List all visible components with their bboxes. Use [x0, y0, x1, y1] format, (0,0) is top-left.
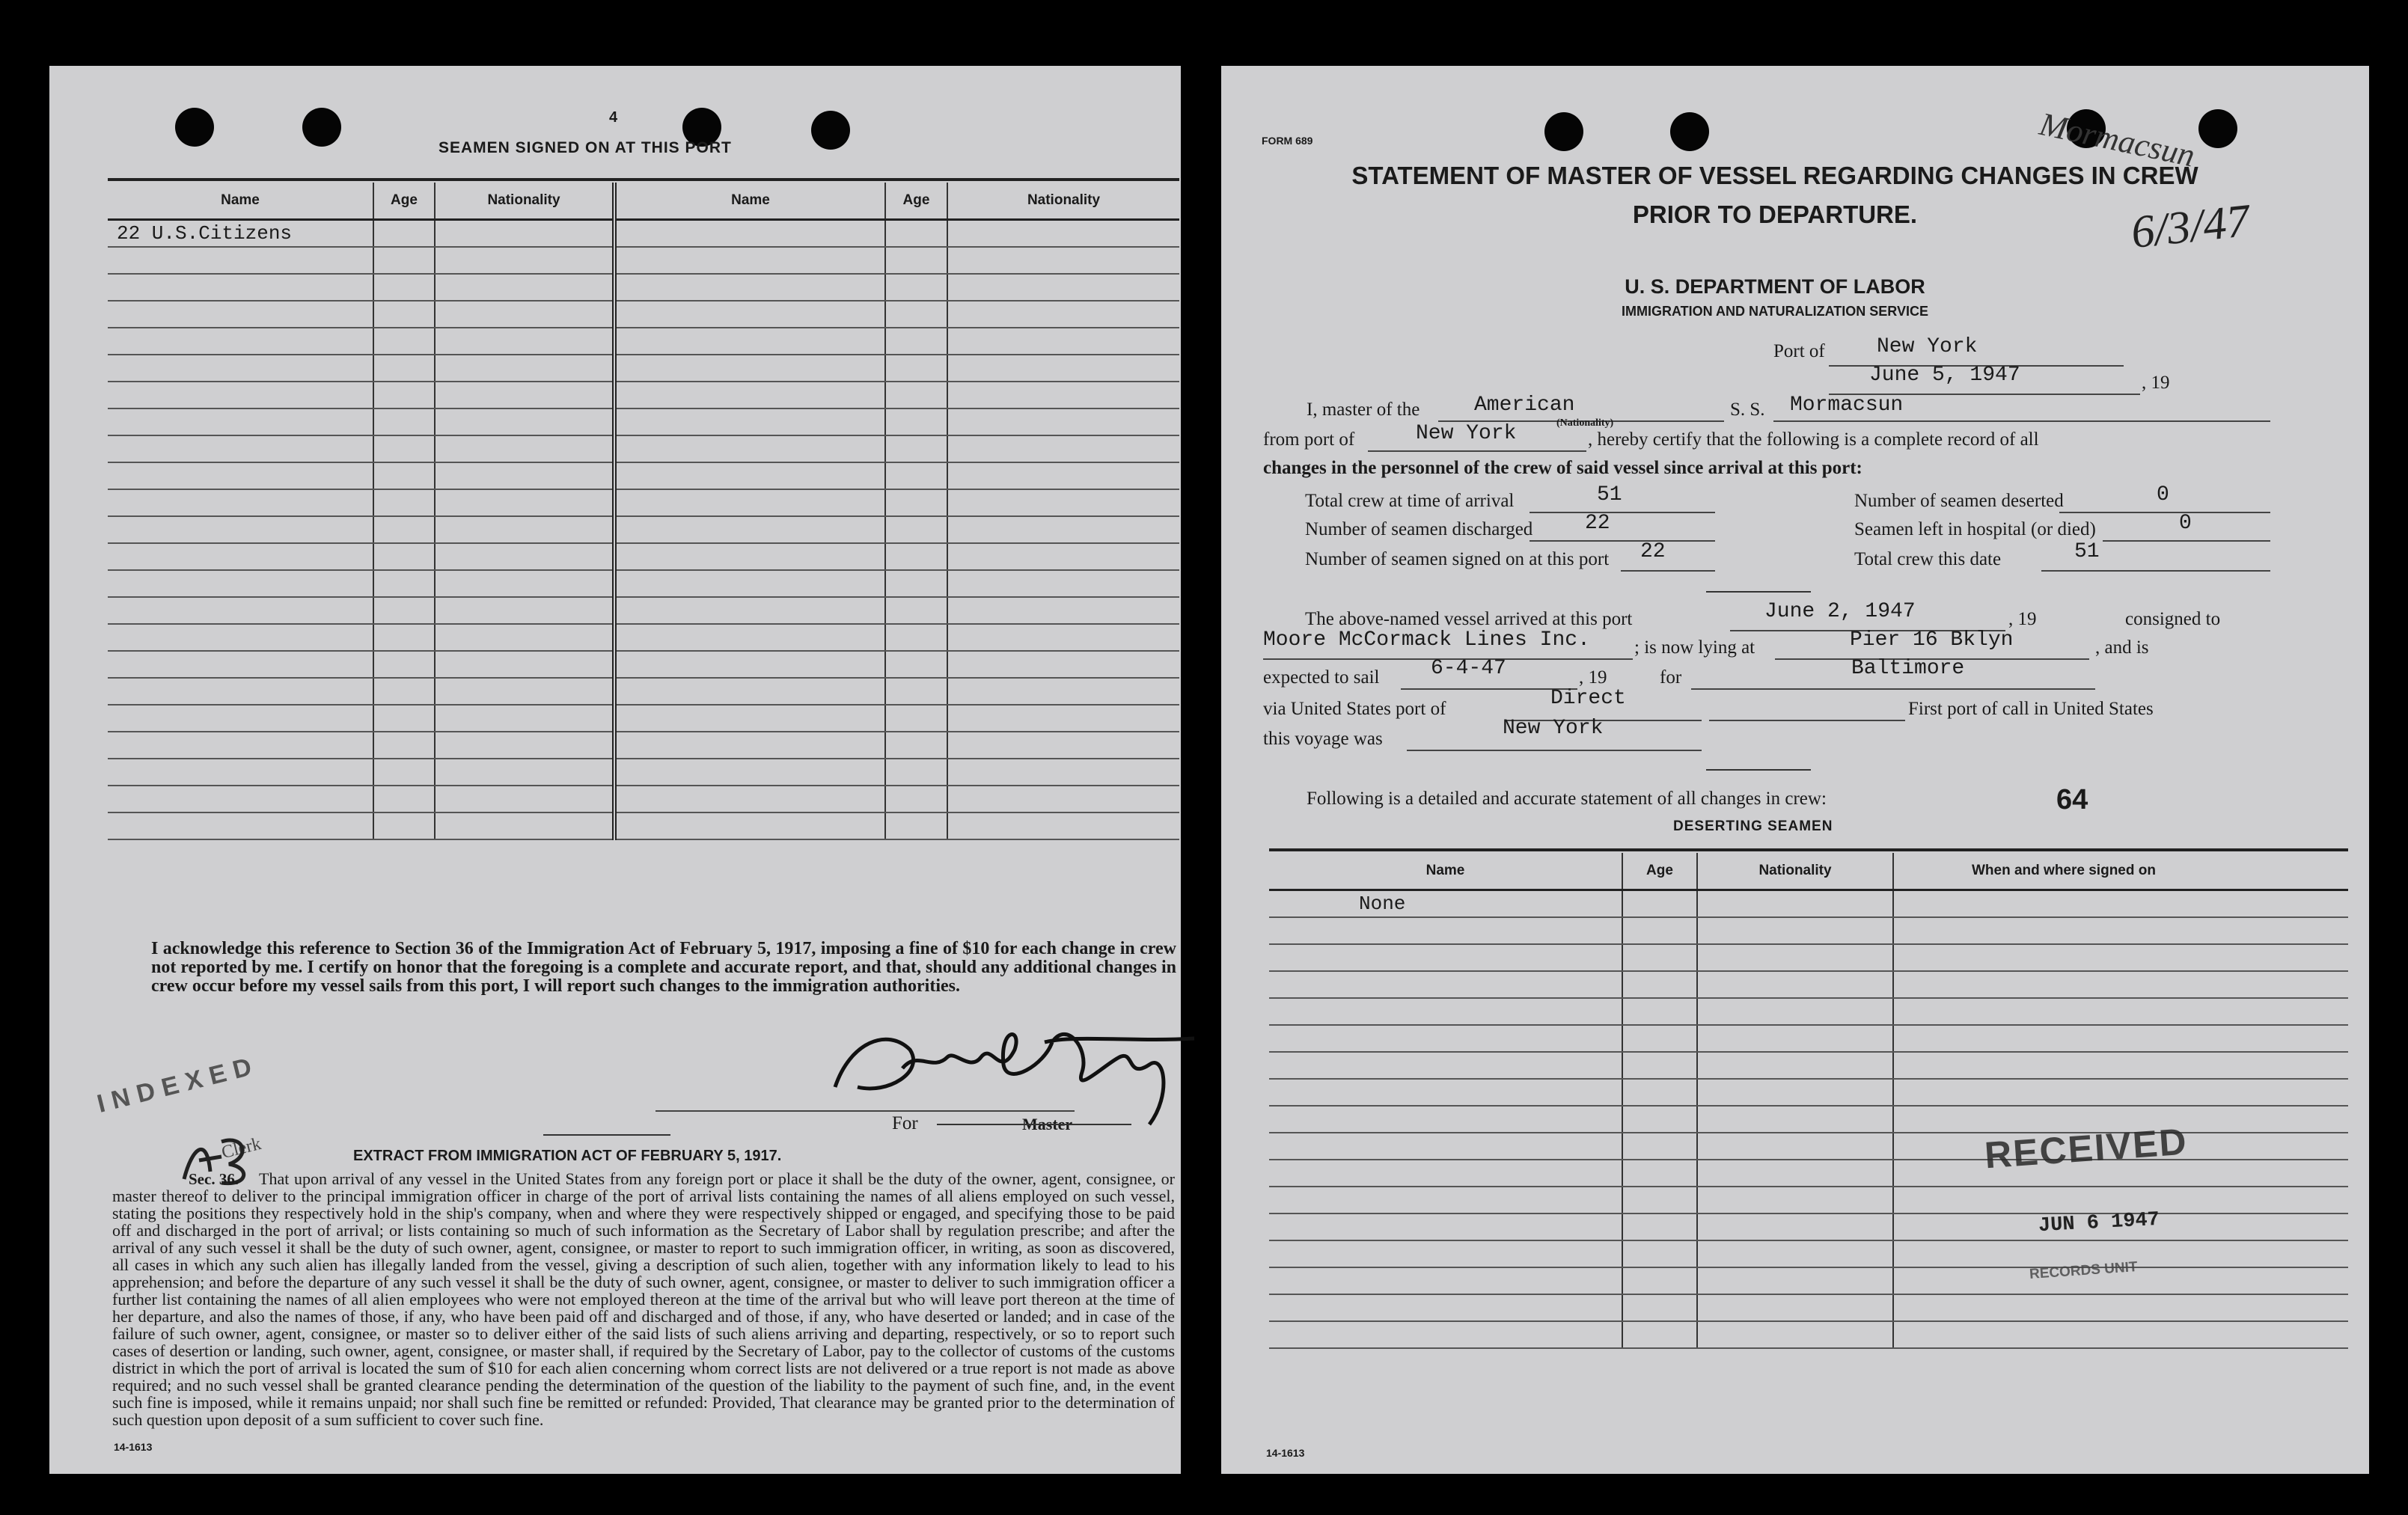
- sail-value: 6-4-47: [1431, 657, 1506, 680]
- table-row: [108, 355, 1179, 382]
- punch-hole: [175, 108, 214, 147]
- total-crew-arrival-label: Total crew at time of arrival: [1305, 491, 1515, 511]
- total-crew-date-value: 51: [2074, 540, 2100, 563]
- consigned-label: consigned to: [2125, 609, 2221, 629]
- table-row: [108, 462, 1179, 489]
- section-rule: [1706, 591, 1811, 593]
- col-header-name: Name: [108, 183, 373, 220]
- handwritten-ship-name: Mormacsun: [2036, 105, 2198, 174]
- table-row: [1269, 1267, 2348, 1294]
- signature-for-label: For: [892, 1113, 918, 1133]
- nationality-value: American: [1474, 394, 1575, 417]
- total-crew-arrival-value: 51: [1597, 483, 1622, 506]
- table-row: [1269, 944, 2348, 971]
- discharged-value: 22: [1585, 512, 1610, 535]
- section-rule: [1706, 769, 1811, 771]
- table-row: [108, 570, 1179, 597]
- table-header-row: [1269, 853, 2348, 890]
- signed-on-line: [1621, 555, 1715, 572]
- signed-on-value: 22: [1640, 540, 1666, 563]
- total-crew-arrival-line: [1530, 497, 1715, 513]
- punch-hole: [1670, 112, 1709, 151]
- deserting-title: DESERTING SEAMEN: [1673, 818, 1833, 834]
- seamen-signed-title: SEAMEN SIGNED ON AT THIS PORT: [438, 139, 732, 156]
- col-header-nationality: Nationality: [435, 183, 614, 220]
- lying-value: Pier 16 Bklyn: [1850, 628, 2014, 652]
- records-unit-stamp: RECORDS UNIT: [2029, 1258, 2139, 1283]
- date-year-suffix: , 19: [2142, 373, 2170, 393]
- hospital-label: Seamen left in hospital (or died): [1854, 519, 2096, 539]
- sail-label: expected to sail: [1263, 667, 1380, 688]
- entry-name: None: [1269, 890, 1622, 918]
- arrived-label: The above-named vessel arrived at this port: [1305, 609, 1633, 629]
- table-row: [1269, 890, 2348, 918]
- port-of-value: New York: [1877, 335, 1978, 358]
- destination-value: Baltimore: [1851, 657, 1965, 680]
- table-row: [108, 651, 1179, 678]
- right-page: [1221, 66, 2369, 1474]
- certify-text-2: changes in the personnel of the crew of said vessel since arrival at this port:: [1263, 458, 1862, 478]
- table-body: [108, 220, 1179, 840]
- discharged-label: Number of seamen discharged: [1305, 519, 1533, 539]
- table-row: [1269, 1079, 2348, 1106]
- service-name: IMMIGRATION AND NATURALIZATION SERVICE: [1622, 304, 1928, 319]
- col-header-signed-on: When and where signed on: [1893, 853, 2348, 890]
- punch-hole: [1544, 112, 1583, 151]
- deserting-seamen-table: [1269, 853, 2348, 1349]
- deserted-value: 0: [2157, 483, 2169, 506]
- form-number: FORM 689: [1262, 135, 1313, 147]
- extract-title: EXTRACT FROM IMMIGRATION ACT OF FEBRUARY 5, 1917.: [353, 1148, 782, 1164]
- signed-on-label: Number of seamen signed on at this port: [1305, 549, 1610, 569]
- signature-master-label: Master: [1022, 1115, 1073, 1133]
- master-signature: [820, 997, 1239, 1132]
- master-of-label: I, master of the: [1307, 400, 1420, 420]
- col-header-nationality: Nationality: [1697, 853, 1893, 890]
- table-row: [1269, 1025, 2348, 1052]
- certify-text: , hereby certify that the following is a complete record of all: [1588, 429, 2039, 450]
- table-row: [1269, 1160, 2348, 1187]
- extract-text: That upon arrival of any vessel in the United States from any foreign port or place it shall be the duty of the owner, agent, consignee, or master thereof to deliver to the principal immigration officer in charge of the port of arrival lists containing the names of all aliens employed on such vessel, stating the positions they respectively hold in the ship's company, when and where they were respectively shipped or engaged, and specifying those to be paid off and discharged in the port of arrival; or lists containing so much of such information as the Secretary of Labor shall by regulation prescribe; and after the arrival of any such vessel it shall be the duty of such owner, agent, consignee, or master to report to such immigration officer, in writing, as soon as discovered, all cases in which any such alien has illegally landed from the vessel, giving a description of such alien, together with any information likely to lead to his apprehension; and before the departure of any such vessel it shall be the duty of such owner, agent, consignee, or master to deliver to such immigration officer a further list containing the names of all alien employees who were not employed thereon at the time of the arrival but who will leave port thereon at the time of her departure, and also the names of those, if any, who have been paid off and discharged and of those, if any, who have deserted or landed; and in case of the failure of such owner, agent, consignee, or master so to deliver either of the said lists of such aliens arriving and departing, respectively, or so to report such cases of desertion or landing, such owner, agent, consignee, or master shall, if required by the Secretary of Labor, pay to the collector of customs of the customs district in which the port of arrival is located the sum of $10 for each alien concerning whom correct lists are not delivered or a true report is not made as above required; and no such vessel shall be granted clearance pending the determination of the question of the liability to the payment of such fine, and, in the event such fine is imposed, while it remains unpaid; nor shall such fine be remitted or refunded: Provided, That clearance may be granted prior to the determination of such question upon deposit of a sum sufficient to cover such fine.: [112, 1169, 1175, 1429]
- left-page: [49, 66, 1181, 1474]
- port-of-label: Port of: [1773, 341, 1825, 361]
- received-stamp: RECEIVED: [1983, 1120, 2189, 1177]
- via-value: Direct: [1550, 687, 1626, 710]
- punch-hole: [302, 108, 341, 147]
- table-row: [1269, 917, 2348, 944]
- handwritten-number: 64: [2056, 784, 2088, 815]
- consignee-value: Moore McCormack Lines Inc.: [1263, 628, 1590, 652]
- extract-rule: [543, 1134, 670, 1136]
- table-row: [1269, 1240, 2348, 1267]
- sail-year-suffix: , 19: [1579, 667, 1607, 688]
- col-header-name: Name: [1269, 853, 1622, 890]
- table-row: [108, 678, 1179, 705]
- table-row: [108, 328, 1179, 355]
- deserted-label: Number of seamen deserted: [1854, 491, 2064, 511]
- signature-line: [656, 1110, 1075, 1112]
- table-row: [1269, 1321, 2348, 1348]
- punch-hole: [811, 111, 850, 150]
- ss-label: S. S.: [1730, 400, 1765, 420]
- voyage-label: this voyage was: [1263, 729, 1383, 749]
- following-text: Following is a detailed and accurate statement of all changes in crew:: [1307, 789, 1827, 809]
- table-row: [1269, 1213, 2348, 1240]
- extract-section: Sec. 36.: [189, 1170, 239, 1188]
- table-row: [108, 812, 1179, 839]
- via-label: via United States port of: [1263, 699, 1446, 719]
- and-is-label: , and is: [2095, 637, 2149, 658]
- acknowledgment-text: I acknowledge this reference to Section 36 of the Immigration Act of February 5, 1917, imposing a fine of $10 for each change in crew not reported by me. I certify on honor that the foregoing is a complete and accurate report, and that, should any additional changes in crew occur before my vessel sails from this port, I will report such changes to the immigration authorities.: [151, 939, 1176, 996]
- col-header-name: Name: [614, 183, 885, 220]
- table-row: [108, 301, 1179, 328]
- entry-name: 22 U.S.Citizens: [108, 220, 373, 248]
- received-stamp-date: JUN 6 1947: [2038, 1208, 2160, 1238]
- voyage-value: New York: [1503, 717, 1604, 740]
- table-row: [108, 705, 1179, 732]
- via-line-2: [1709, 705, 1905, 721]
- table-row: [1269, 1294, 2348, 1321]
- arrived-year-suffix: , 19: [2008, 609, 2037, 629]
- handwritten-date: 6/3/47: [2128, 195, 2252, 259]
- from-port-label: from port of: [1263, 429, 1355, 450]
- for-label: for: [1660, 667, 1682, 688]
- first-port-label: First port of call in United States: [1908, 699, 2154, 719]
- col-header-age: Age: [1622, 853, 1697, 890]
- table-row: [108, 247, 1179, 274]
- table-row: [1269, 998, 2348, 1025]
- table-row: [1269, 971, 2348, 998]
- table-row: [108, 786, 1179, 812]
- table-row: [108, 597, 1179, 624]
- clerk-stamp: Clerk: [219, 1133, 263, 1163]
- table-row: [108, 543, 1179, 570]
- table-row: [108, 624, 1179, 651]
- table-top-rule: [1269, 848, 2348, 851]
- seamen-signed-table: [108, 183, 1179, 840]
- date-value: June 5, 1947: [1869, 364, 2020, 387]
- col-header-age: Age: [373, 183, 435, 220]
- table-row: [1269, 1052, 2348, 1079]
- punch-hole: [2198, 109, 2237, 148]
- table-row: [108, 274, 1179, 301]
- table-header-row: [108, 183, 1179, 220]
- table-row: [108, 516, 1179, 543]
- page-number: 4: [609, 109, 618, 126]
- table-body: [1269, 890, 2348, 1349]
- lying-label: ; is now lying at: [1634, 637, 1755, 658]
- hospital-value: 0: [2179, 512, 2192, 535]
- table-row: [108, 759, 1179, 786]
- form-code: 14-1613: [114, 1441, 153, 1453]
- table-top-rule: [108, 178, 1179, 181]
- master-strike-line: [937, 1124, 1131, 1125]
- form-code: 14-1613: [1266, 1447, 1305, 1459]
- from-port-value: New York: [1416, 422, 1517, 445]
- discharged-line: [1530, 525, 1715, 542]
- col-header-age: Age: [885, 183, 947, 220]
- table-row: [108, 382, 1179, 408]
- ship-value: Mormacsun: [1790, 394, 1904, 417]
- table-row: [108, 220, 1179, 248]
- indexed-stamp: INDEXED: [94, 1050, 262, 1118]
- nationality-caption: (Nationality): [1556, 417, 1614, 429]
- form-title-line1: STATEMENT OF MASTER OF VESSEL REGARDING CHANGES IN CREW: [1351, 162, 2198, 189]
- department-name: U. S. DEPARTMENT OF LABOR: [1625, 275, 1925, 298]
- table-row: [108, 435, 1179, 462]
- table-row: [108, 732, 1179, 759]
- form-title-line2: PRIOR TO DEPARTURE.: [1632, 201, 1918, 228]
- col-header-nationality: Nationality: [947, 183, 1179, 220]
- table-row: [108, 489, 1179, 516]
- arrived-value: June 2, 1947: [1764, 600, 1916, 623]
- table-row: [1269, 1187, 2348, 1213]
- total-crew-date-label: Total crew this date: [1854, 549, 2002, 569]
- table-row: [108, 408, 1179, 435]
